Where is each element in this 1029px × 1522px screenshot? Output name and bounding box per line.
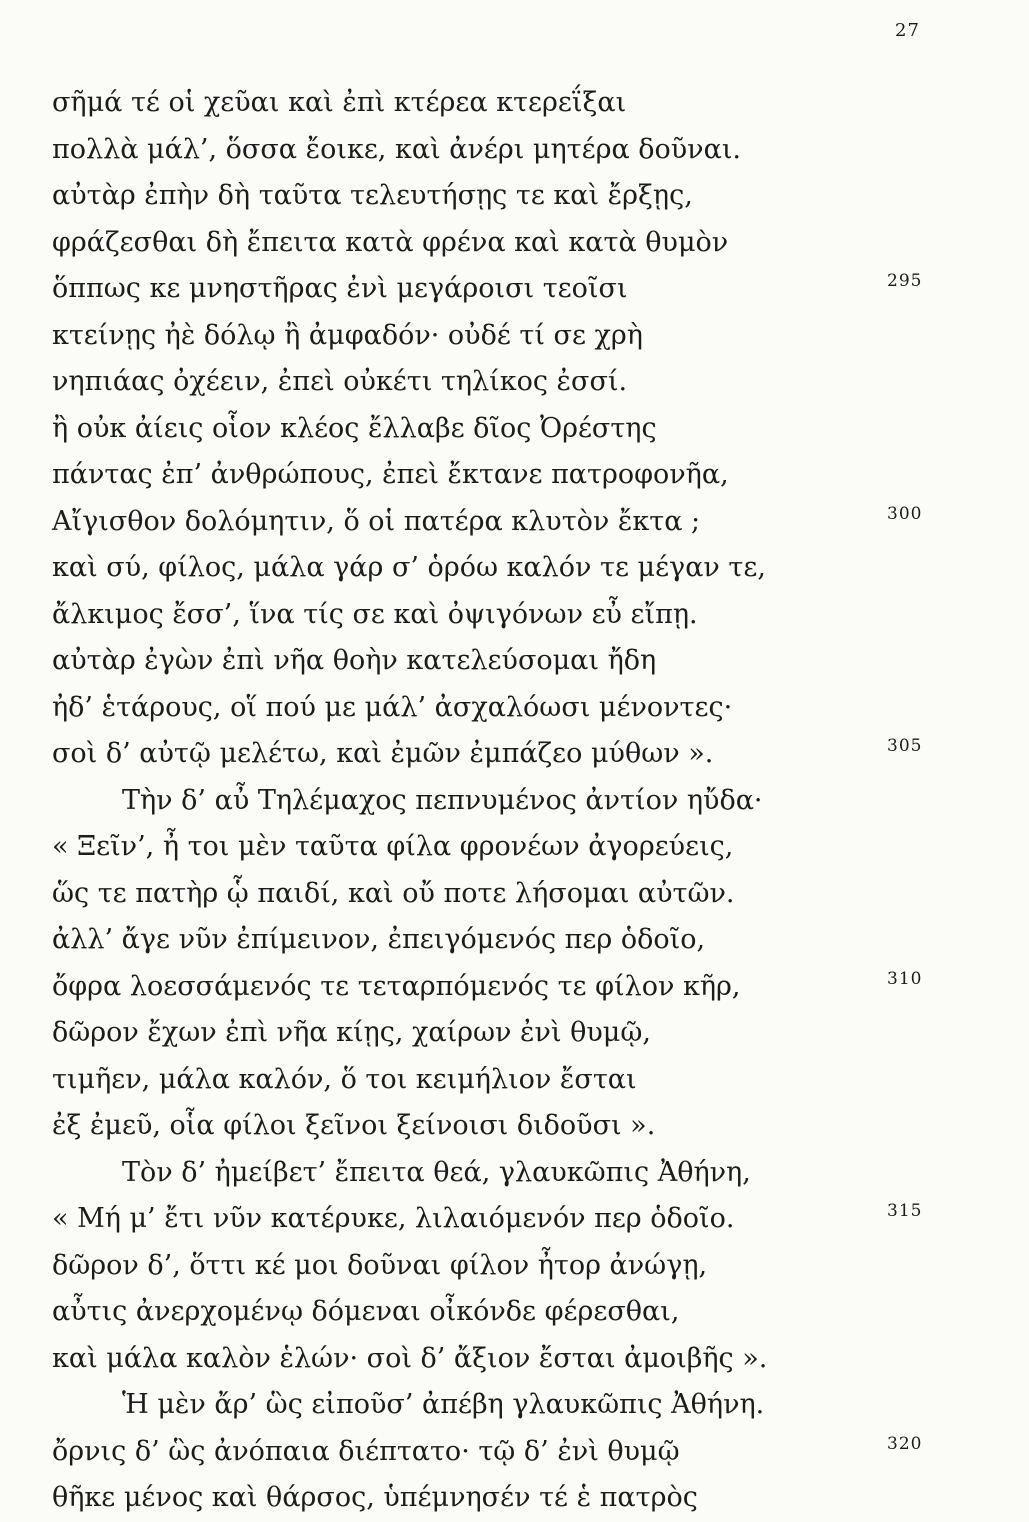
- verse-text: πάντας ἐπ’ ἀνθρώπους, ἐπεὶ ἔκτανε πατροφονῆα,: [52, 459, 729, 490]
- verse-text: Αἴγισθον δολόμητιν, ὅ οἱ πατέρα κλυτὸν ἔκτα ;: [52, 505, 701, 537]
- verse-line: [52, 499, 923, 546]
- verse-text: « Μή μ’ ἔτι νῦν κατέρυκε, λιλαιόμενόν περ ὁδοῖο.: [52, 1203, 735, 1234]
- verse-text: δῶρον ἔχων ἐπὶ νῆα κίῃς, χαίρων ἐνὶ θυμῷ,: [52, 1017, 651, 1048]
- verse-text: φράζεσθαι δὴ ἔπειτα κατὰ φρένα καὶ κατὰ θυμὸν: [52, 226, 729, 258]
- line-number: 315: [887, 1201, 923, 1221]
- verse-text: σῆμά τέ οἱ χεῦαι καὶ ἐπὶ κτέρεα κτερεΐξαι: [52, 87, 627, 118]
- verse-line: [52, 917, 902, 964]
- verse-line: [52, 685, 902, 732]
- verse-text: σοὶ δ’ αὐτῷ μελέτω, καὶ ἐμῶν ἐμπάζεο μύθων ».: [52, 738, 714, 769]
- verse-text: καὶ μάλα καλὸν ἑλών· σοὶ δ’ ἄξιον ἔσται ἀμοιβῆς ».: [52, 1342, 768, 1374]
- verse-line: [52, 1103, 902, 1150]
- verse-line: [52, 1382, 902, 1429]
- verse-line: [52, 1150, 902, 1197]
- verse-line: [52, 173, 902, 220]
- verse-line: [52, 871, 902, 918]
- verse-line: [52, 1196, 923, 1243]
- verse-text: αὖτις ἀνερχομένῳ δόμεναι οἶκόνδε φέρεσθαι,: [52, 1296, 680, 1327]
- verse-line: [52, 127, 902, 174]
- verse-text: τιμῆεν, μάλα καλόν, ὅ τοι κειμήλιον ἔσται: [52, 1063, 637, 1095]
- verse-text: δῶρον δ’, ὅττι κέ μοι δοῦναι φίλον ἦτορ ἀνώγῃ,: [52, 1249, 708, 1281]
- verse-line: [52, 638, 902, 685]
- verse-block: [52, 80, 923, 1522]
- verse-line: [52, 80, 902, 127]
- verse-line: [52, 1289, 902, 1336]
- verse-line: [52, 1010, 902, 1057]
- verse-text: νηπιάας ὀχέειν, ἐπεὶ οὐκέτι τηλίκος ἐσσί.: [52, 366, 628, 397]
- verse-text: αὐτὰρ ἐπὴν δὴ ταῦτα τελευτήσῃς τε καὶ ἔρξῃς,: [52, 180, 693, 211]
- line-number: 320: [887, 1433, 923, 1454]
- verse-text: Ἡ μὲν ἄρ’ ὣς εἰποῦσ’ ἀπέβη γλαυκῶπις Ἀθήνη.: [122, 1389, 765, 1420]
- verse-text: Τὸν δ’ ἠμείβετ’ ἔπειτα θεά, γλαυκῶπις Ἀθήνη,: [122, 1156, 751, 1188]
- verse-line: [52, 778, 902, 825]
- line-number: 295: [887, 271, 923, 291]
- verse-text: ἀλλ’ ἄγε νῦν ἐπίμεινον, ἐπειγόμενός περ ὁδοῖο,: [52, 924, 706, 955]
- verse-line: [52, 1336, 902, 1383]
- verse-line: [52, 731, 923, 778]
- verse-line: [52, 1057, 902, 1104]
- verse-text: αὐτὰρ ἐγὼν ἐπὶ νῆα θοὴν κατελεύσομαι ἤδη: [52, 645, 657, 676]
- verse-line: [52, 266, 923, 313]
- verse-line: [52, 220, 902, 267]
- verse-text: ἢ οὐκ ἀίεις οἷον κλέος ἔλλαβε δῖος Ὀρέστης: [52, 412, 657, 444]
- verse-text: « Ξεῖν’, ἦ τοι μὲν ταῦτα φίλα φρονέων ἀγορεύεις,: [52, 831, 734, 862]
- verse-text: ὅππως κε μνηστῆρας ἐνὶ μεγάροισι τεοῖσι: [52, 273, 628, 304]
- verse-line: [52, 824, 902, 871]
- verse-line: [52, 1243, 902, 1290]
- page-number: 27: [895, 20, 920, 41]
- verse-text: ὄφρα λοεσσάμενός τε τεταρπόμενός τε φίλον κῆρ,: [52, 970, 741, 1002]
- verse-text: ὥς τε πατὴρ ᾧ παιδί, καὶ οὔ ποτε λήσομαι αὐτῶν.: [52, 877, 735, 909]
- verse-line: [52, 545, 902, 592]
- verse-line: [52, 406, 902, 453]
- verse-text: ἠδ’ ἑτάρους, οἵ πού με μάλ’ ἀσχαλόωσι μένοντες·: [52, 691, 733, 723]
- verse-line: [52, 1475, 902, 1522]
- verse-line: [52, 452, 902, 499]
- verse-line: [52, 592, 902, 639]
- line-number: 300: [887, 503, 923, 524]
- verse-text: ἐξ ἐμεῦ, οἷα φίλοι ξεῖνοι ξείνοισι διδοῦσι ».: [52, 1110, 656, 1141]
- verse-text: καὶ σύ, φίλος, μάλα γάρ σ’ ὁρόω καλόν τε μέγαν τε,: [52, 552, 766, 583]
- verse-text: πολλὰ μάλ’, ὅσσα ἔοικε, καὶ ἀνέρι μητέρα δοῦναι.: [52, 133, 742, 165]
- verse-text: Τὴν δ’ αὖ Τηλέμαχος πεπνυμένος ἀντίον ηὔδα·: [122, 784, 763, 816]
- verse-line: [52, 1429, 923, 1476]
- verse-line: [52, 313, 902, 360]
- verse-text: θῆκε μένος καὶ θάρσος, ὑπέμνησέν τέ ἑ πατρὸς: [52, 1482, 698, 1513]
- line-number: 305: [887, 736, 923, 756]
- verse-text: κτείνῃς ἠὲ δόλῳ ἢ ἀμφαδόν· οὐδέ τί σε χρὴ: [52, 319, 643, 351]
- verse-line: [52, 964, 923, 1011]
- verse-line: [52, 359, 902, 406]
- verse-text: ὄρνις δ’ ὣς ἀνόπαια διέπτατο· τῷ δ’ ἐνὶ θυμῷ: [52, 1435, 680, 1467]
- line-number: 310: [887, 968, 923, 989]
- verse-text: ἄλκιμος ἔσσ’, ἵνα τίς σε καὶ ὀψιγόνων εὖ εἴπῃ.: [52, 598, 698, 630]
